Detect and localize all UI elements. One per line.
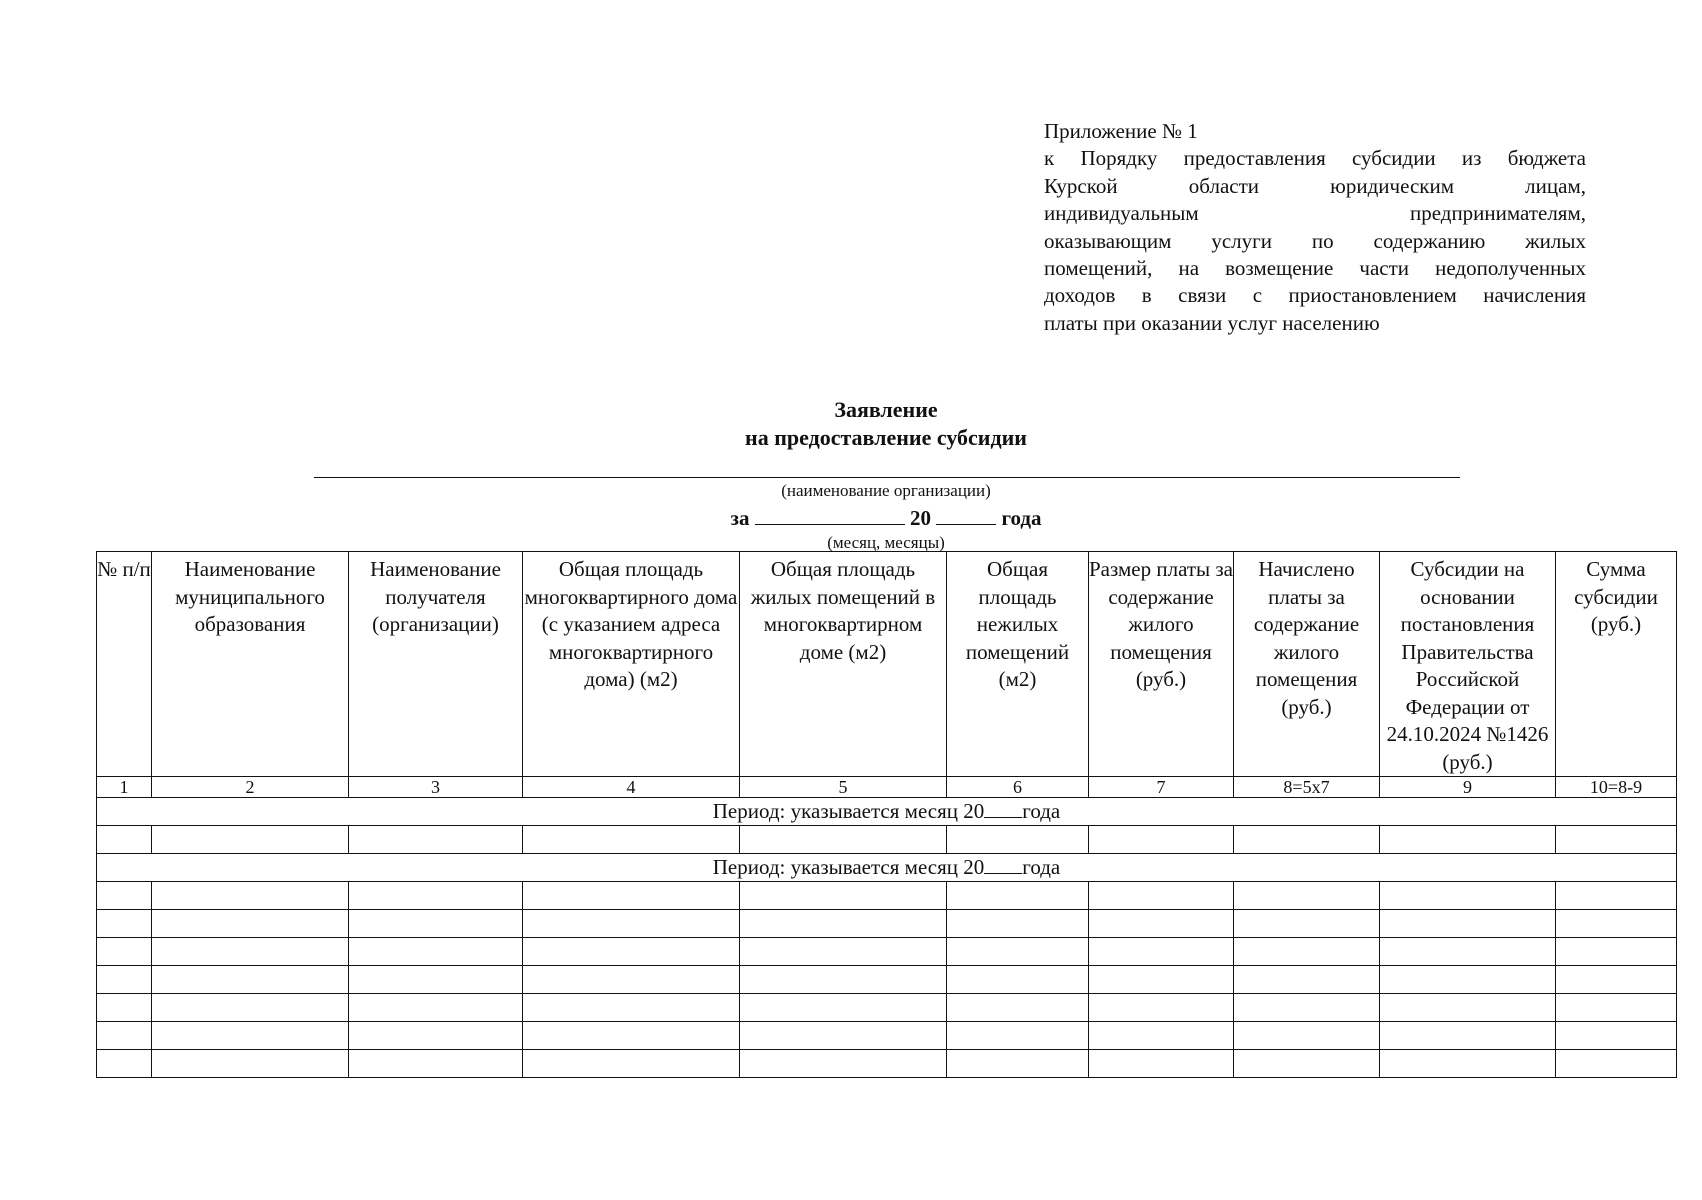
appendix-line-4: индивидуальным предпринимателям, bbox=[1044, 201, 1586, 226]
table-cell[interactable] bbox=[1089, 882, 1234, 910]
column-number: 6 bbox=[947, 777, 1089, 798]
header-fee-charged: Начислено платы за содержание жилого помещения (руб.) bbox=[1234, 552, 1380, 777]
title-line-2: на предоставление субсидии bbox=[745, 425, 1027, 450]
table-cell[interactable] bbox=[523, 994, 740, 1022]
table-cell[interactable] bbox=[1380, 826, 1556, 854]
table-cell[interactable] bbox=[740, 1050, 947, 1078]
table-row bbox=[97, 966, 1677, 994]
za-label: за bbox=[730, 506, 750, 530]
document-title bbox=[0, 396, 1702, 452]
table-row bbox=[97, 882, 1677, 910]
table-cell[interactable] bbox=[523, 938, 740, 966]
year-prefix: 20 bbox=[909, 506, 931, 530]
appendix-line-1: Приложение № 1 bbox=[1044, 119, 1198, 143]
table-cell[interactable] bbox=[1089, 826, 1234, 854]
table-cell[interactable] bbox=[1380, 1050, 1556, 1078]
table-cell[interactable] bbox=[1380, 1022, 1556, 1050]
table-cell[interactable] bbox=[152, 966, 349, 994]
table-cell[interactable] bbox=[740, 910, 947, 938]
subsidy-table bbox=[96, 551, 1677, 1078]
table-cell[interactable] bbox=[523, 826, 740, 854]
column-number: 1 bbox=[97, 777, 152, 798]
year-suffix: года bbox=[1001, 506, 1042, 530]
table-cell[interactable] bbox=[947, 1050, 1089, 1078]
table-cell[interactable] bbox=[1380, 882, 1556, 910]
table-cell[interactable] bbox=[152, 994, 349, 1022]
appendix-block bbox=[1044, 118, 1586, 337]
table-cell[interactable] bbox=[1089, 938, 1234, 966]
header-recipient: Наименование получателя (организации) bbox=[349, 552, 523, 777]
table-cell[interactable] bbox=[349, 1050, 523, 1078]
column-number: 4 bbox=[523, 777, 740, 798]
table-cell[interactable] bbox=[349, 938, 523, 966]
appendix-line-2: к Порядку предоставления субсидии из бюджета bbox=[1044, 146, 1586, 171]
appendix-line-3: Курской области юридическим лицам, bbox=[1044, 173, 1586, 198]
header-subsidy-sum: Сумма субсидии (руб.) bbox=[1556, 552, 1677, 777]
month-field[interactable] bbox=[755, 504, 905, 525]
table-cell[interactable] bbox=[947, 882, 1089, 910]
table-cell[interactable] bbox=[97, 938, 152, 966]
period-label bbox=[713, 798, 1061, 825]
table-cell[interactable] bbox=[1380, 994, 1556, 1022]
appendix-line-8: платы при оказании услуг населению bbox=[1044, 310, 1380, 335]
table-cell[interactable] bbox=[1234, 1050, 1380, 1078]
organization-caption: (наименование организации) bbox=[781, 481, 991, 500]
column-number: 2 bbox=[152, 777, 349, 798]
table-cell[interactable] bbox=[349, 1022, 523, 1050]
table-cell[interactable] bbox=[349, 966, 523, 994]
table-cell[interactable] bbox=[1556, 938, 1677, 966]
table-cell[interactable] bbox=[97, 966, 152, 994]
table-cell[interactable] bbox=[1234, 938, 1380, 966]
table-cell[interactable] bbox=[1234, 994, 1380, 1022]
table-cell[interactable] bbox=[1556, 1050, 1677, 1078]
organization-name-field[interactable] bbox=[314, 477, 1460, 478]
table-cell[interactable] bbox=[152, 826, 349, 854]
table-cell[interactable] bbox=[152, 1022, 349, 1050]
table-cell[interactable] bbox=[152, 882, 349, 910]
column-number-row bbox=[97, 777, 1677, 798]
period-line bbox=[0, 504, 1702, 531]
period-suffix: года bbox=[1022, 799, 1061, 823]
month-caption: (месяц, месяцы) bbox=[827, 533, 945, 552]
table-cell[interactable] bbox=[947, 826, 1089, 854]
table-cell[interactable] bbox=[97, 882, 152, 910]
table-cell[interactable] bbox=[523, 1022, 740, 1050]
period-prefix: Период: указывается месяц 20 bbox=[712, 799, 985, 823]
table-cell[interactable] bbox=[1556, 882, 1677, 910]
table-cell[interactable] bbox=[947, 910, 1089, 938]
table-cell[interactable] bbox=[1089, 910, 1234, 938]
column-number: 5 bbox=[740, 777, 947, 798]
appendix-line-5: оказывающим услуги по содержанию жилых bbox=[1044, 228, 1586, 253]
header-row bbox=[97, 552, 1677, 777]
table-cell[interactable] bbox=[1380, 938, 1556, 966]
table-row bbox=[97, 1050, 1677, 1078]
table-cell[interactable] bbox=[97, 910, 152, 938]
period-cell bbox=[97, 854, 1677, 882]
period-cell bbox=[97, 798, 1677, 826]
table-cell[interactable] bbox=[523, 966, 740, 994]
table-cell[interactable] bbox=[97, 1022, 152, 1050]
period-row-2 bbox=[97, 854, 1677, 882]
period-year-field[interactable] bbox=[984, 855, 1022, 874]
table-cell[interactable] bbox=[1089, 1022, 1234, 1050]
table-cell[interactable] bbox=[523, 1050, 740, 1078]
period-suffix: года bbox=[1022, 855, 1061, 879]
table-cell[interactable] bbox=[1556, 910, 1677, 938]
header-municipality: Наименование муниципального образования bbox=[152, 552, 349, 777]
table-row bbox=[97, 938, 1677, 966]
table-cell[interactable] bbox=[947, 994, 1089, 1022]
table-cell[interactable] bbox=[740, 994, 947, 1022]
table-cell[interactable] bbox=[740, 826, 947, 854]
table-cell[interactable] bbox=[947, 966, 1089, 994]
table-cell[interactable] bbox=[1556, 994, 1677, 1022]
table-cell[interactable] bbox=[1380, 966, 1556, 994]
table-cell[interactable] bbox=[740, 882, 947, 910]
table-cell[interactable] bbox=[740, 966, 947, 994]
period-row-1 bbox=[97, 798, 1677, 826]
table-cell[interactable] bbox=[523, 910, 740, 938]
table-cell[interactable] bbox=[523, 882, 740, 910]
year-field[interactable] bbox=[936, 504, 996, 525]
period-prefix: Период: указывается месяц 20 bbox=[712, 855, 985, 879]
table-cell[interactable] bbox=[1556, 1022, 1677, 1050]
table-cell[interactable] bbox=[349, 882, 523, 910]
table-cell[interactable] bbox=[740, 938, 947, 966]
table-row bbox=[97, 994, 1677, 1022]
table-cell[interactable] bbox=[1089, 1050, 1234, 1078]
period-label bbox=[713, 854, 1061, 881]
table-cell[interactable] bbox=[1234, 1022, 1380, 1050]
table-cell[interactable] bbox=[349, 994, 523, 1022]
table-cell[interactable] bbox=[947, 938, 1089, 966]
table-cell[interactable] bbox=[1234, 910, 1380, 938]
table-cell[interactable] bbox=[97, 1050, 152, 1078]
table-cell[interactable] bbox=[97, 826, 152, 854]
header-nonresidential-area: Общая площадь нежилых помещений (м2) bbox=[947, 552, 1089, 777]
table-cell[interactable] bbox=[97, 994, 152, 1022]
table-cell[interactable] bbox=[740, 1022, 947, 1050]
table-cell[interactable] bbox=[1089, 994, 1234, 1022]
header-total-area: Общая площадь многоквартирного дома (с указанием адреса многоквартирного дома) (м2) bbox=[523, 552, 740, 777]
table-cell[interactable] bbox=[1234, 826, 1380, 854]
period-year-field[interactable] bbox=[984, 799, 1022, 818]
table-cell[interactable] bbox=[1556, 966, 1677, 994]
table-cell[interactable] bbox=[947, 1022, 1089, 1050]
header-subsidies-1426: Субсидии на основании постановления Правительства Российской Федерации от 24.10.2024 №1426 (руб.) bbox=[1380, 552, 1556, 777]
table-cell[interactable] bbox=[1234, 966, 1380, 994]
column-number: 9 bbox=[1380, 777, 1556, 798]
header-residential-area: Общая площадь жилых помещений в многоквартирном доме (м2) bbox=[740, 552, 947, 777]
appendix-line-7: доходов в связи с приостановлением начисления bbox=[1044, 283, 1586, 308]
table-row bbox=[97, 910, 1677, 938]
column-number: 7 bbox=[1089, 777, 1234, 798]
table-cell[interactable] bbox=[152, 910, 349, 938]
header-number: № п/п bbox=[97, 552, 152, 777]
table-cell[interactable] bbox=[349, 910, 523, 938]
table-cell[interactable] bbox=[1089, 966, 1234, 994]
table-cell[interactable] bbox=[1556, 826, 1677, 854]
title-line-1: Заявление bbox=[834, 397, 938, 422]
appendix-line-6: помещений, на возмещение части недополученных bbox=[1044, 256, 1586, 281]
table-cell[interactable] bbox=[349, 826, 523, 854]
column-number: 3 bbox=[349, 777, 523, 798]
table-cell[interactable] bbox=[152, 1050, 349, 1078]
table-cell[interactable] bbox=[1380, 910, 1556, 938]
table-cell[interactable] bbox=[152, 938, 349, 966]
header-fee-rate: Размер платы за содержание жилого помещения (руб.) bbox=[1089, 552, 1234, 777]
column-number: 8=5x7 bbox=[1234, 777, 1380, 798]
table-row bbox=[97, 1022, 1677, 1050]
table-cell[interactable] bbox=[1234, 882, 1380, 910]
table-row bbox=[97, 826, 1677, 854]
column-number: 10=8-9 bbox=[1556, 777, 1677, 798]
